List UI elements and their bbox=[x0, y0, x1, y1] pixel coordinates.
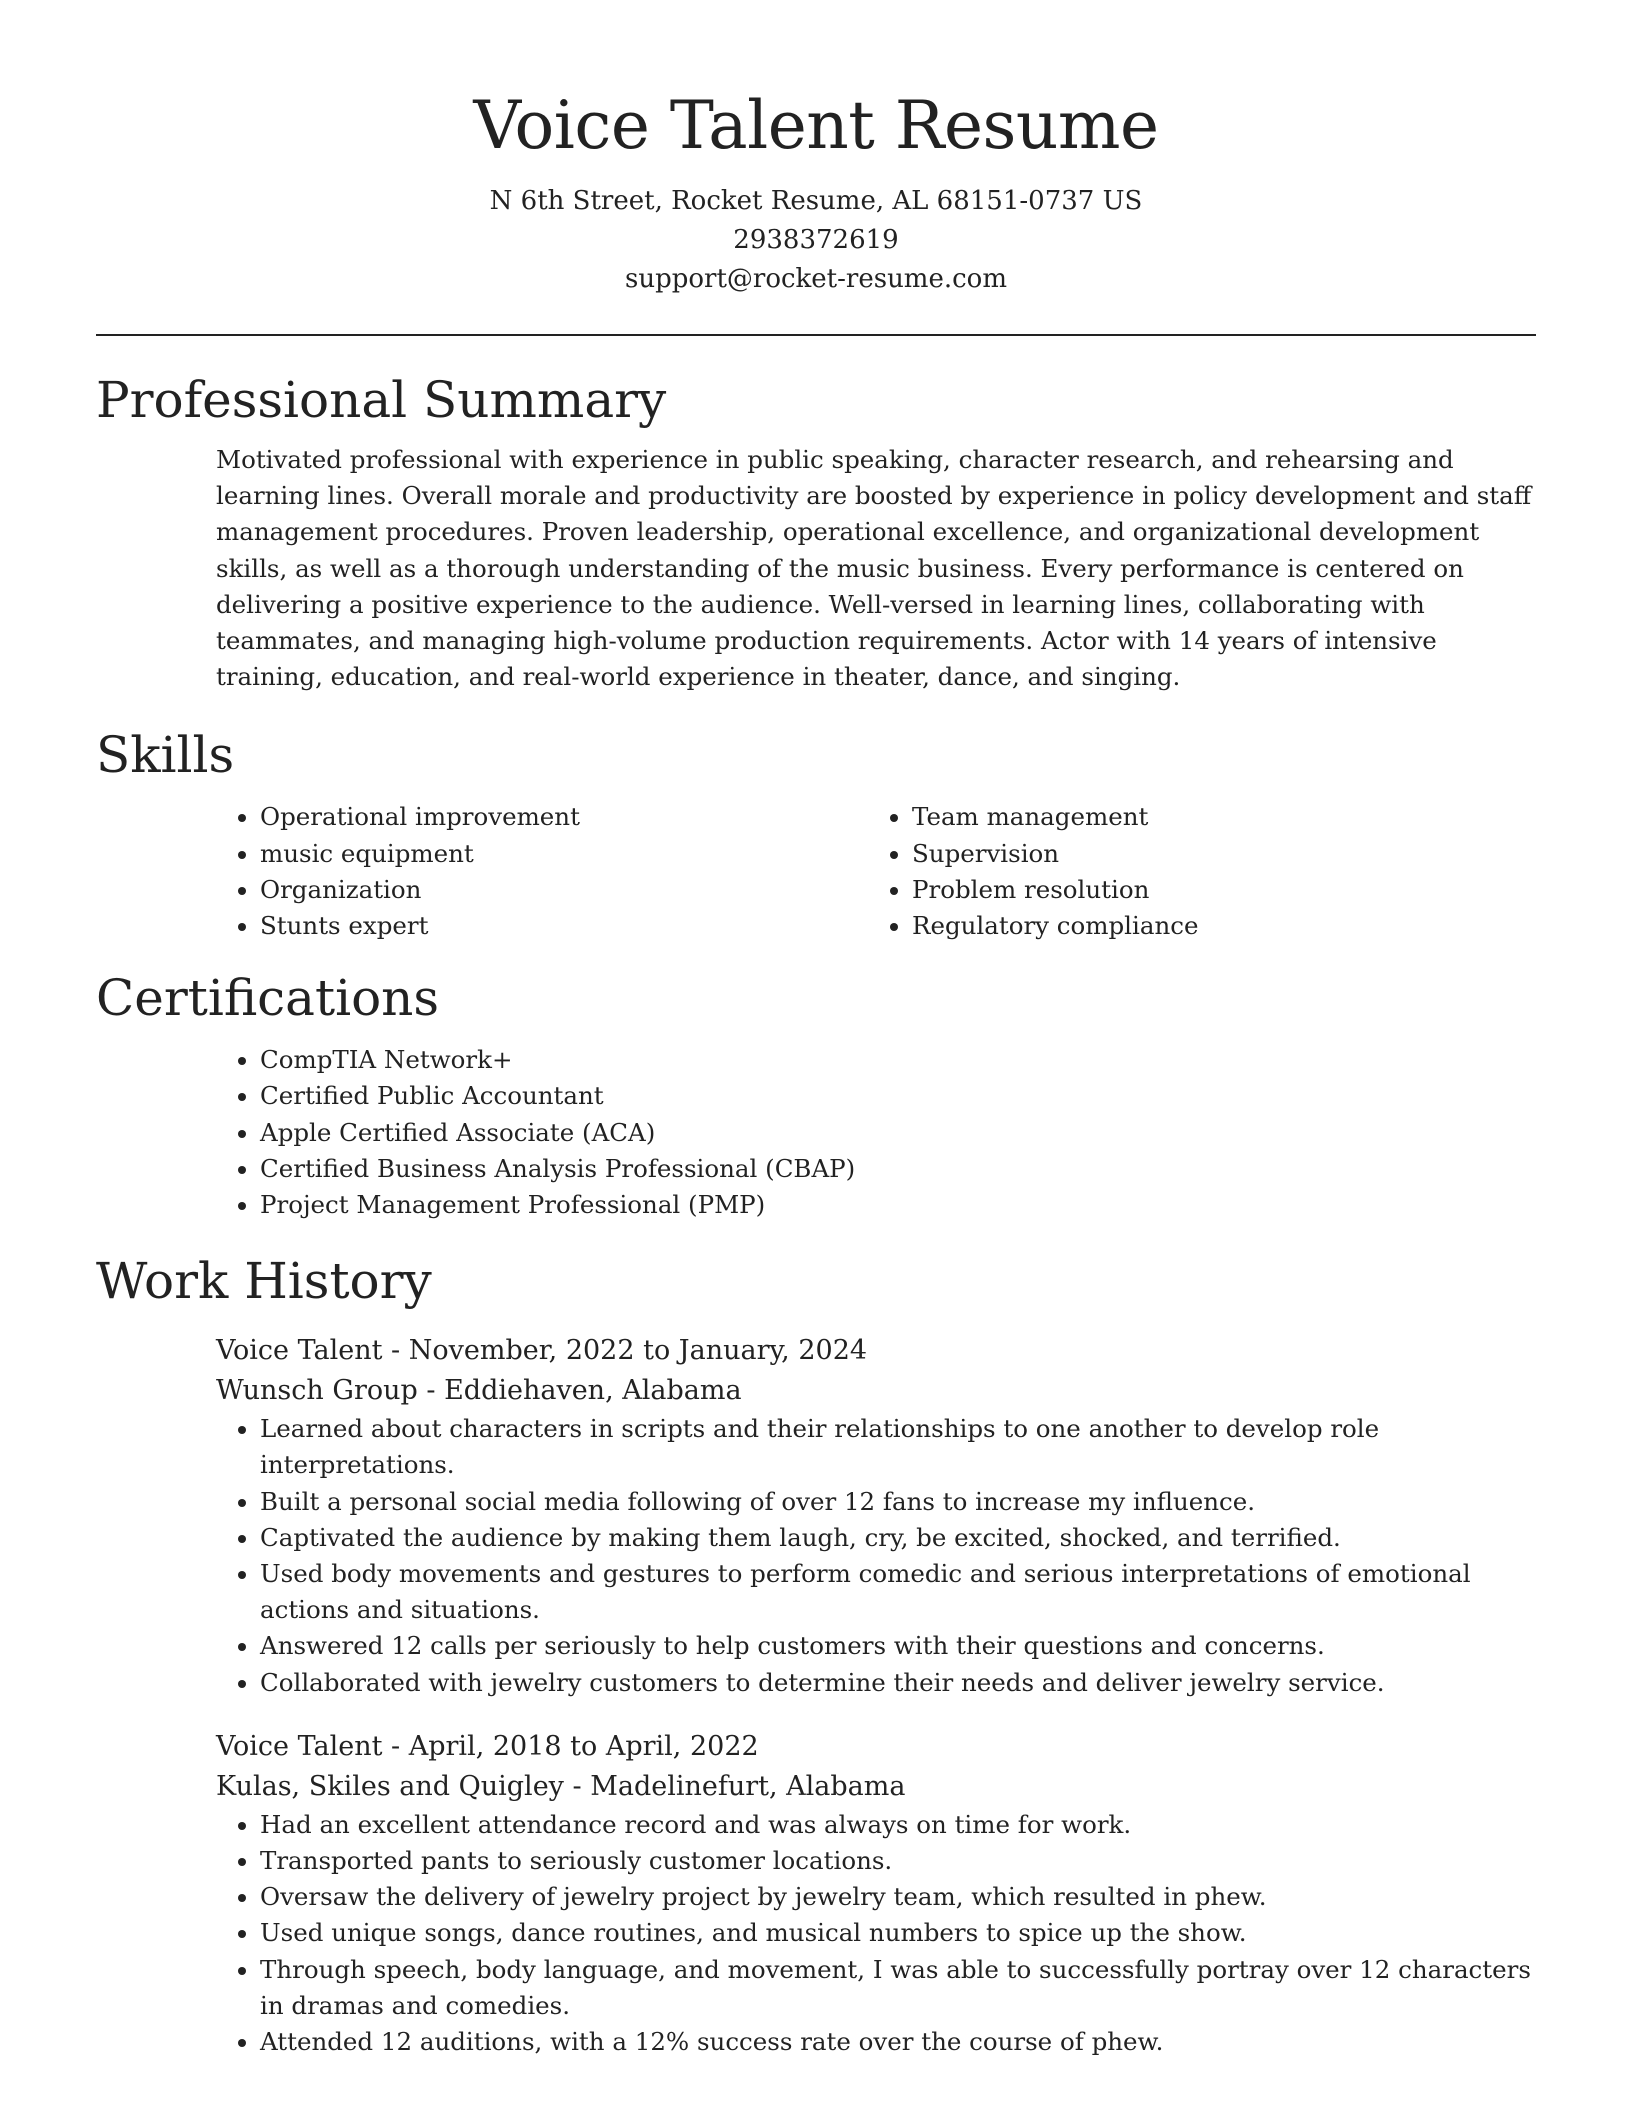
contact-address: N 6th Street, Rocket Resume, AL 68151-0737 US bbox=[489, 186, 1143, 216]
skill-item: • Supervision bbox=[912, 836, 1520, 872]
job-bullet: • Used body movements and gestures to perform comedic and serious interpretations of emotional actions and situations. bbox=[260, 1556, 1536, 1628]
skills-grid bbox=[216, 799, 1536, 944]
job-bullet: • Collaborated with jewelry customers to determine their needs and deliver jewelry service. bbox=[260, 1665, 1536, 1701]
resume-header bbox=[96, 84, 1536, 299]
certification-item: • Apple Certified Associate (ACA) bbox=[260, 1115, 1536, 1151]
certification-item: • Project Management Professional (PMP) bbox=[260, 1187, 1536, 1223]
skill-item: • Regulatory compliance bbox=[912, 908, 1520, 944]
job-bullet: • Used unique songs, dance routines, and musical numbers to spice up the show. bbox=[260, 1915, 1536, 1951]
skill-item: • Operational improvement bbox=[260, 799, 868, 835]
certification-item: • Certified Public Accountant bbox=[260, 1078, 1536, 1114]
job-company-line: Kulas, Skiles and Quigley - Madelinefurt, Alabama bbox=[216, 1770, 906, 1802]
contact-phone: 2938372619 bbox=[733, 225, 899, 255]
job-bullet: • Captivated the audience by making them laugh, cry, be excited, shocked, and terrified. bbox=[260, 1520, 1536, 1556]
section-title-skills: Skills bbox=[96, 726, 235, 785]
section-title-certifications: Certifications bbox=[96, 969, 440, 1028]
job-company-line: Wunsch Group - Eddiehaven, Alabama bbox=[216, 1375, 742, 1407]
certifications-list bbox=[216, 1042, 1536, 1223]
job-bullet: • Built a personal social media following of over 12 fans to increase my influence. bbox=[260, 1484, 1536, 1520]
job-bullets bbox=[216, 1807, 1536, 2060]
job-bullet: • Through speech, body language, and movement, I was able to successfully portray over 12 characters in dramas and comedies. bbox=[260, 1952, 1536, 2024]
section-title-work-history: Work History bbox=[96, 1252, 432, 1311]
contact-email: support@rocket-resume.com bbox=[624, 264, 1007, 294]
job-bullet: • Oversaw the delivery of jewelry project by jewelry team, which resulted in phew. bbox=[260, 1879, 1536, 1915]
skill-item: • Team management bbox=[912, 799, 1520, 835]
summary-text: Motivated professional with experience in public speaking, character research, and rehearsing and learning lines. Overall morale and productivity are boosted by experience in policy development and staff management procedures. Proven leadership, operational excellence, and organizational development skills, as well as a thorough understanding of the music business. Every performance is centered on delivering a positive experience to the audience. Well-versed in learning lines, collaborating with teammates, and managing high-volume production requirements. Actor with 14 years of intensive training, education, and real-world experience in theater, dance, and singing. bbox=[216, 445, 1532, 692]
job-role-line: Voice Talent - November, 2022 to January, 2024 bbox=[216, 1335, 868, 1367]
job-role-line: Voice Talent - April, 2018 to April, 2022 bbox=[216, 1730, 759, 1762]
job-bullet: • Learned about characters in scripts and their relationships to one another to develop role interpretations. bbox=[260, 1411, 1536, 1483]
job-bullet: • Transported pants to seriously customer locations. bbox=[260, 1843, 1536, 1879]
resume-title: Voice Talent Resume bbox=[473, 87, 1159, 164]
certification-item: • Certified Business Analysis Professional (CBAP) bbox=[260, 1151, 1536, 1187]
skill-item: • music equipment bbox=[260, 836, 868, 872]
job-bullet: • Attended 12 auditions, with a 12% success rate over the course of phew. bbox=[260, 2024, 1536, 2060]
header-divider bbox=[96, 334, 1536, 336]
skill-item: • Problem resolution bbox=[912, 872, 1520, 908]
skills-column-right bbox=[868, 799, 1520, 944]
skill-item: • Stunts expert bbox=[260, 908, 868, 944]
certification-item: • CompTIA Network+ bbox=[260, 1042, 1536, 1078]
job-bullet: • Had an excellent attendance record and was always on time for work. bbox=[260, 1807, 1536, 1843]
job-entry bbox=[216, 1727, 1536, 2060]
job-bullet: • Answered 12 calls per seriously to help customers with their questions and concerns. bbox=[260, 1628, 1536, 1664]
job-bullets bbox=[216, 1411, 1536, 1701]
job-entry bbox=[216, 1331, 1536, 1701]
skills-column-left bbox=[216, 799, 868, 944]
skill-item: • Organization bbox=[260, 872, 868, 908]
section-title-summary: Professional Summary bbox=[96, 371, 667, 429]
